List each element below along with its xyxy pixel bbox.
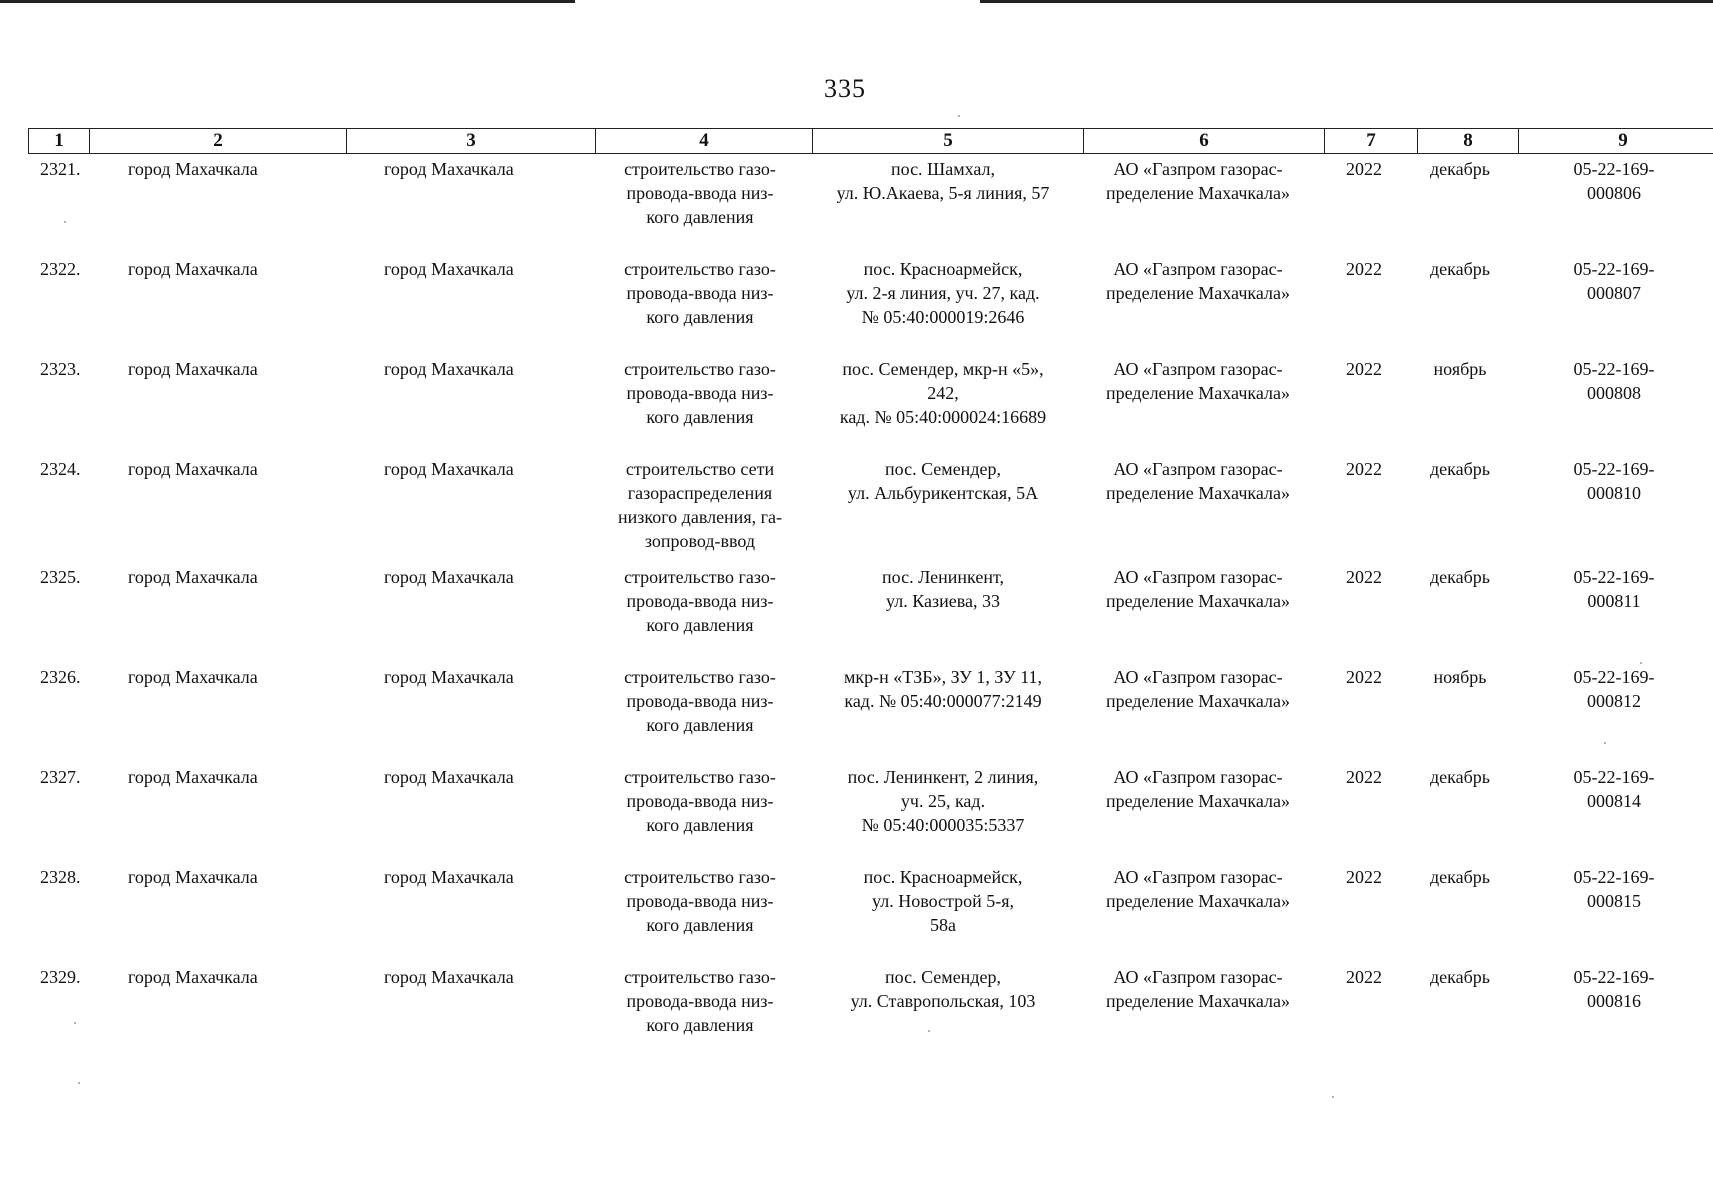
- address-cell: пос. Семендер, ул. Ставропольская, 103: [850, 967, 1036, 1011]
- address-cell: пос. Красноармейск, ул. Новострой 5-я, 58а: [863, 867, 1023, 935]
- settlement-cell: город Махачкала: [384, 159, 514, 179]
- column-header-3: 3: [347, 129, 596, 153]
- table-row: [28, 662, 1713, 762]
- row-number: 2326.: [40, 667, 81, 687]
- district-cell: город Махачкала: [128, 259, 258, 279]
- settlement-cell: город Махачкала: [384, 767, 514, 787]
- code-cell: 05-22-169- 000816: [1573, 967, 1655, 1011]
- row-number: 2324.: [40, 459, 81, 479]
- year-cell: 2022: [1346, 967, 1382, 987]
- table-row: [28, 154, 1713, 254]
- month-cell: декабрь: [1430, 867, 1490, 887]
- column-header-7: 7: [1325, 129, 1418, 153]
- row-number: 2321.: [40, 159, 81, 179]
- month-cell: декабрь: [1430, 567, 1490, 587]
- district-cell: город Махачкала: [128, 867, 258, 887]
- table-row: [28, 762, 1713, 862]
- work-description-cell: строительство газо- провода-ввода низ- кого давления: [624, 767, 776, 835]
- code-cell: 05-22-169- 000808: [1573, 359, 1655, 403]
- year-cell: 2022: [1346, 159, 1382, 179]
- scan-speck: [928, 1030, 930, 1032]
- address-cell: пос. Красноармейск, ул. 2-я линия, уч. 27, кад. № 05:40:000019:2646: [846, 259, 1040, 327]
- year-cell: 2022: [1346, 359, 1382, 379]
- organization-cell: АО «Газпром газорас- пределение Махачкала»: [1106, 159, 1290, 203]
- settlement-cell: город Махачкала: [384, 667, 514, 687]
- settlement-cell: город Махачкала: [384, 567, 514, 587]
- row-number: 2323.: [40, 359, 81, 379]
- work-description-cell: строительство газо- провода-ввода низ- кого давления: [624, 967, 776, 1035]
- year-cell: 2022: [1346, 767, 1382, 787]
- table-row: [28, 254, 1713, 354]
- scan-speck: [74, 1022, 76, 1024]
- column-header-2: 2: [90, 129, 347, 153]
- work-description-cell: строительство газо- провода-ввода низ- кого давления: [624, 159, 776, 227]
- scan-speck: [64, 221, 66, 223]
- column-header-8: 8: [1418, 129, 1519, 153]
- district-cell: город Махачкала: [128, 667, 258, 687]
- scan-speck: [78, 1082, 80, 1084]
- month-cell: декабрь: [1430, 259, 1490, 279]
- row-number: 2325.: [40, 567, 81, 587]
- scan-speck: [1604, 742, 1606, 744]
- code-cell: 05-22-169- 000810: [1573, 459, 1655, 503]
- column-header-4: 4: [596, 129, 813, 153]
- row-number: 2322.: [40, 259, 81, 279]
- column-header-9: 9: [1519, 129, 1713, 153]
- table-row: [28, 562, 1713, 662]
- scan-speck: [1640, 662, 1642, 664]
- column-header-5: 5: [813, 129, 1084, 153]
- year-cell: 2022: [1346, 667, 1382, 687]
- table-row: [28, 354, 1713, 454]
- work-description-cell: строительство газо- провода-ввода низ- кого давления: [624, 567, 776, 635]
- work-description-cell: строительство сети газораспределения низкого давления, га- зопровод-ввод: [618, 459, 782, 551]
- settlement-cell: город Махачкала: [384, 867, 514, 887]
- year-cell: 2022: [1346, 259, 1382, 279]
- month-cell: декабрь: [1430, 459, 1490, 479]
- scan-edge-right: [980, 0, 1713, 3]
- code-cell: 05-22-169- 000807: [1573, 259, 1655, 303]
- organization-cell: АО «Газпром газорас- пределение Махачкала»: [1106, 667, 1290, 711]
- organization-cell: АО «Газпром газорас- пределение Махачкала»: [1106, 967, 1290, 1011]
- code-cell: 05-22-169- 000811: [1573, 567, 1655, 611]
- register-table: [28, 128, 1713, 1062]
- code-cell: 05-22-169- 000806: [1573, 159, 1655, 203]
- address-cell: пос. Ленинкент, ул. Казиева, 33: [882, 567, 1004, 611]
- month-cell: декабрь: [1430, 159, 1490, 179]
- settlement-cell: город Махачкала: [384, 359, 514, 379]
- table-row: [28, 862, 1713, 962]
- district-cell: город Махачкала: [128, 459, 258, 479]
- year-cell: 2022: [1346, 459, 1382, 479]
- row-number: 2329.: [40, 967, 81, 987]
- column-header-row: [28, 128, 1713, 154]
- scan-edge-left: [0, 0, 575, 3]
- column-header-6: 6: [1084, 129, 1325, 153]
- scan-speck: [1332, 1096, 1334, 1098]
- month-cell: ноябрь: [1433, 359, 1487, 379]
- code-cell: 05-22-169- 000812: [1573, 667, 1655, 711]
- address-cell: пос. Семендер, ул. Альбурикентская, 5А: [847, 459, 1039, 503]
- address-cell: пос. Шамхал, ул. Ю.Акаева, 5-я линия, 57: [836, 159, 1050, 203]
- district-cell: город Махачкала: [128, 567, 258, 587]
- organization-cell: АО «Газпром газорас- пределение Махачкала»: [1106, 459, 1290, 503]
- year-cell: 2022: [1346, 867, 1382, 887]
- month-cell: декабрь: [1430, 967, 1490, 987]
- settlement-cell: город Махачкала: [384, 967, 514, 987]
- year-cell: 2022: [1346, 567, 1382, 587]
- code-cell: 05-22-169- 000815: [1573, 867, 1655, 911]
- column-header-1: 1: [29, 129, 90, 153]
- organization-cell: АО «Газпром газорас- пределение Махачкала»: [1106, 867, 1290, 911]
- district-cell: город Махачкала: [128, 767, 258, 787]
- address-cell: мкр-н «ТЗБ», ЗУ 1, ЗУ 11, кад. № 05:40:000077:2149: [843, 667, 1043, 711]
- district-cell: город Махачкала: [128, 359, 258, 379]
- organization-cell: АО «Газпром газорас- пределение Махачкала»: [1106, 359, 1290, 403]
- work-description-cell: строительство газо- провода-ввода низ- кого давления: [624, 667, 776, 735]
- organization-cell: АО «Газпром газорас- пределение Махачкала»: [1106, 567, 1290, 611]
- work-description-cell: строительство газо- провода-ввода низ- кого давления: [624, 359, 776, 427]
- month-cell: декабрь: [1430, 767, 1490, 787]
- code-cell: 05-22-169- 000814: [1573, 767, 1655, 811]
- month-cell: ноябрь: [1433, 667, 1487, 687]
- work-description-cell: строительство газо- провода-ввода низ- кого давления: [624, 867, 776, 935]
- address-cell: пос. Семендер, мкр-н «5», 242, кад. № 05:40:000024:16689: [839, 359, 1047, 427]
- organization-cell: АО «Газпром газорас- пределение Махачкала»: [1106, 259, 1290, 303]
- scan-speck: [958, 115, 960, 117]
- settlement-cell: город Махачкала: [384, 259, 514, 279]
- organization-cell: АО «Газпром газорас- пределение Махачкала»: [1106, 767, 1290, 811]
- work-description-cell: строительство газо- провода-ввода низ- кого давления: [624, 259, 776, 327]
- address-cell: пос. Ленинкент, 2 линия, уч. 25, кад. № 05:40:000035:5337: [847, 767, 1039, 835]
- settlement-cell: город Махачкала: [384, 459, 514, 479]
- table-row: [28, 454, 1713, 562]
- table-row: [28, 962, 1713, 1062]
- row-number: 2328.: [40, 867, 81, 887]
- district-cell: город Махачкала: [128, 159, 258, 179]
- row-number: 2327.: [40, 767, 81, 787]
- page-number: 335: [824, 74, 866, 103]
- district-cell: город Махачкала: [128, 967, 258, 987]
